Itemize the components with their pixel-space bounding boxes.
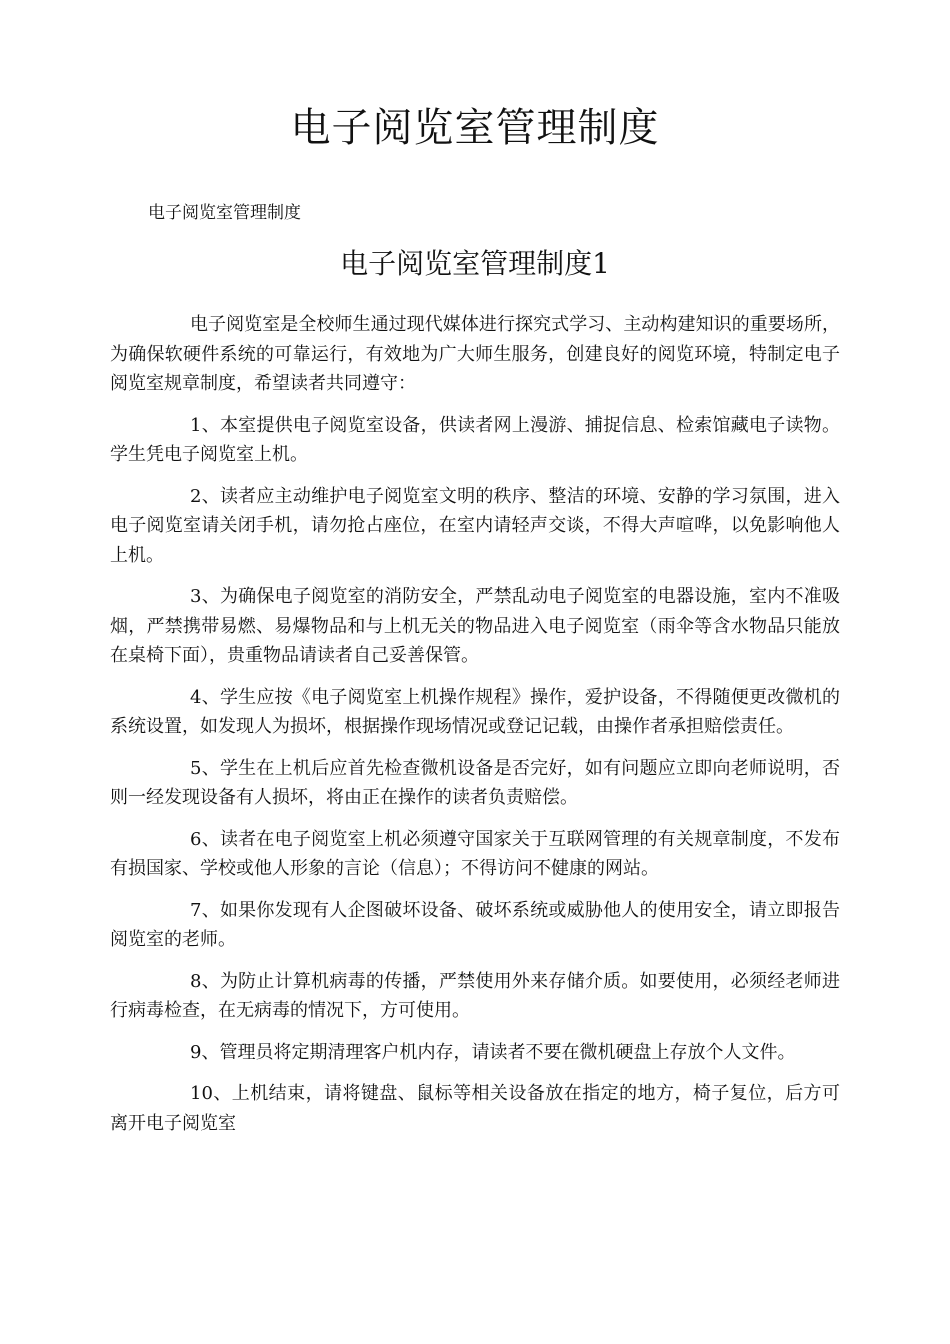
rule-paragraph-9: 9、管理员将定期清理客户机内存，请读者不要在微机硬盘上存放个人文件。 [190,1041,796,1063]
document-body [110,310,840,1150]
rule-paragraph-2: 2、读者应主动维护电子阅览室文明的秩序、整洁的环境、安静的学习氛围，进入电子阅览室请关闭手机，请勿抢占座位，在室内请轻声交谈，不得大声喧哗，以免影响他人上机。 [110,485,840,566]
document-title: 电子阅览室管理制度 [290,105,660,151]
rule-paragraph-10: 10、上机结束，请将键盘、鼠标等相关设备放在指定的地方，椅子复位，后方可离开电子阅览室 [110,1083,840,1134]
rule-paragraph-4: 4、学生应按《电子阅览室上机操作规程》操作，爱护设备，不得随便更改微机的系统设置，如发现人为损坏，根据操作现场情况或登记记载，由操作者承担赔偿责任。 [110,686,840,737]
rule-paragraph-1: 1、本室提供电子阅览室设备，供读者网上漫游、捕捉信息、检索馆藏电子读物。学生凭电子阅览室上机。 [110,414,840,465]
intro-paragraph: 电子阅览室是全校师生通过现代媒体进行探究式学习、主动构建知识的重要场所，为确保软硬件系统的可靠运行，有效地为广大师生服务，创建良好的阅览环境，特制定电子阅览室规章制度，希望读者共同遵守： [110,314,840,394]
rule-paragraph-6: 6、读者在电子阅览室上机必须遵守国家关于互联网管理的有关规章制度，不发布有损国家、学校或他人形象的言论（信息）；不得访问不健康的网站。 [110,828,840,879]
rule-paragraph-3: 3、为确保电子阅览室的消防安全，严禁乱动电子阅览室的电器设施，室内不准吸烟，严禁携带易燃、易爆物品和与上机无关的物品进入电子阅览室（雨伞等含水物品只能放在桌椅下面），贵重物品请读者自己妥善保管。 [110,586,840,666]
rule-paragraph-7: 7、如果你发现有人企图破坏设备、破坏系统或威胁他人的使用安全，请立即报告阅览室的老师。 [110,899,840,950]
section-title: 电子阅览室管理制度1 [340,247,610,280]
rule-paragraph-8: 8、为防止计算机病毒的传播，严禁使用外来存储介质。如要使用，必须经老师进行病毒检查，在无病毒的情况下，方可使用。 [110,970,840,1021]
document-subtitle: 电子阅览室管理制度 [148,203,301,223]
rule-paragraph-5: 5、学生在上机后应首先检查微机设备是否完好，如有问题应立即向老师说明，否则一经发现设备有人损坏，将由正在操作的读者负责赔偿。 [110,757,840,808]
